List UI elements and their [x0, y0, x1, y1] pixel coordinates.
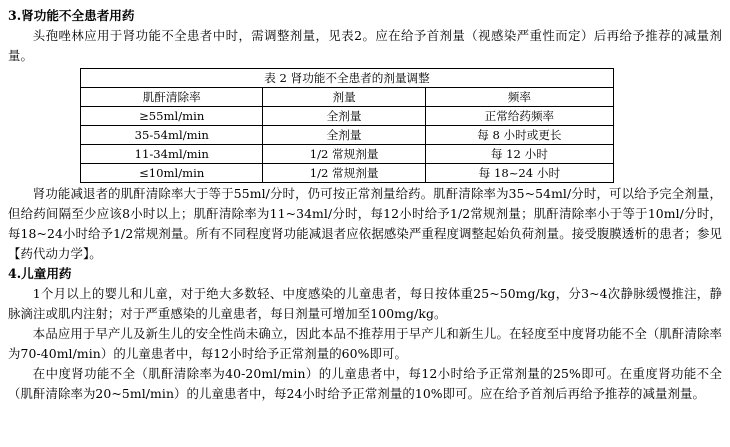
table-cell: 1/2 常规剂量	[263, 164, 425, 183]
table-caption: 表 2 肾功能不全患者的剂量调整	[80, 68, 614, 87]
dose-adjustment-table	[80, 68, 614, 183]
table-header-cell: 频率	[425, 88, 613, 107]
table-cell: 每 18~24 小时	[425, 164, 613, 183]
table-cell: 全剂量	[263, 107, 425, 126]
table-grid	[80, 87, 614, 183]
renal-dosing-paragraph: 肾功能减退者的肌酐清除率大于等于55ml/分时，仍可按正常剂量给药。肌酐清除率为35~54ml/分时，可以给予完全剂量，但给药间隔至少应该8小时以上；肌酐清除率为11~34ml/分时，每12小时给予1/2常规剂量；肌酐清除率小于等于10ml/分时，每18~24小时给予1/2常规剂量。所有不同程度肾功能减退者应依据感染严重程度调整起始负荷剂量。接受腹膜透析的患者；参见【药代动力学】。	[8, 186, 722, 261]
table-cell: 35-54ml/min	[81, 126, 263, 145]
table-row	[81, 164, 614, 183]
pediatric-paragraph-1: 1个月以上的婴儿和儿童，对于绝大多数轻、中度感染的儿童患者，每日按体重25~50mg/kg，分3~4次静脉缓慢推注，静脉滴注或肌内注射；对于严重感染的儿童患者，每日剂量可增加至100mg/kg。	[8, 286, 722, 321]
table-cell: 全剂量	[263, 126, 425, 145]
table-cell: ≥55ml/min	[81, 107, 263, 126]
table-cell: 每 12 小时	[425, 145, 613, 164]
pediatric-paragraph-2: 本品应用于早产儿及新生儿的安全性尚未确立，因此本品不推荐用于早产儿和新生儿。在轻度至中度肾功能不全（肌酐清除率为70-40ml/min）的儿童患者中，每12小时给予正常剂量的60%即可。	[8, 326, 722, 361]
table-cell: ≤10ml/min	[81, 164, 263, 183]
pediatric-paragraph-3: 在中度肾功能不全（肌酐清除率为40-20ml/min）的儿童患者中，每12小时给予正常剂量的25%即可。在重度肾功能不全（肌酐清除率为20~5ml/min）的儿童患者中，每24小时给予正常剂量的10%即可。应在给予首剂后再给予推荐的减量剂量。	[8, 366, 722, 401]
table-row	[81, 107, 614, 126]
table-cell: 11-34ml/min	[81, 145, 263, 164]
table-cell: 1/2 常规剂量	[263, 145, 425, 164]
section-3-heading: 3.肾功能不全患者用药	[8, 8, 135, 23]
section-4-heading: 4.儿童用药	[8, 266, 72, 281]
table-header-row	[81, 88, 614, 107]
table-cell: 正常给药频率	[425, 107, 613, 126]
table-row	[81, 126, 614, 145]
table-cell: 每 8 小时或更长	[425, 126, 613, 145]
table-row	[81, 145, 614, 164]
table-header-cell: 肌酐清除率	[81, 88, 263, 107]
table-header-cell: 剂量	[263, 88, 425, 107]
section-3-intro: 头孢唑林应用于肾功能不全患者中时，需调整剂量，见表2。应在给予首剂量（视感染严重性而定）后再给予推荐的减量剂量。	[8, 28, 722, 63]
